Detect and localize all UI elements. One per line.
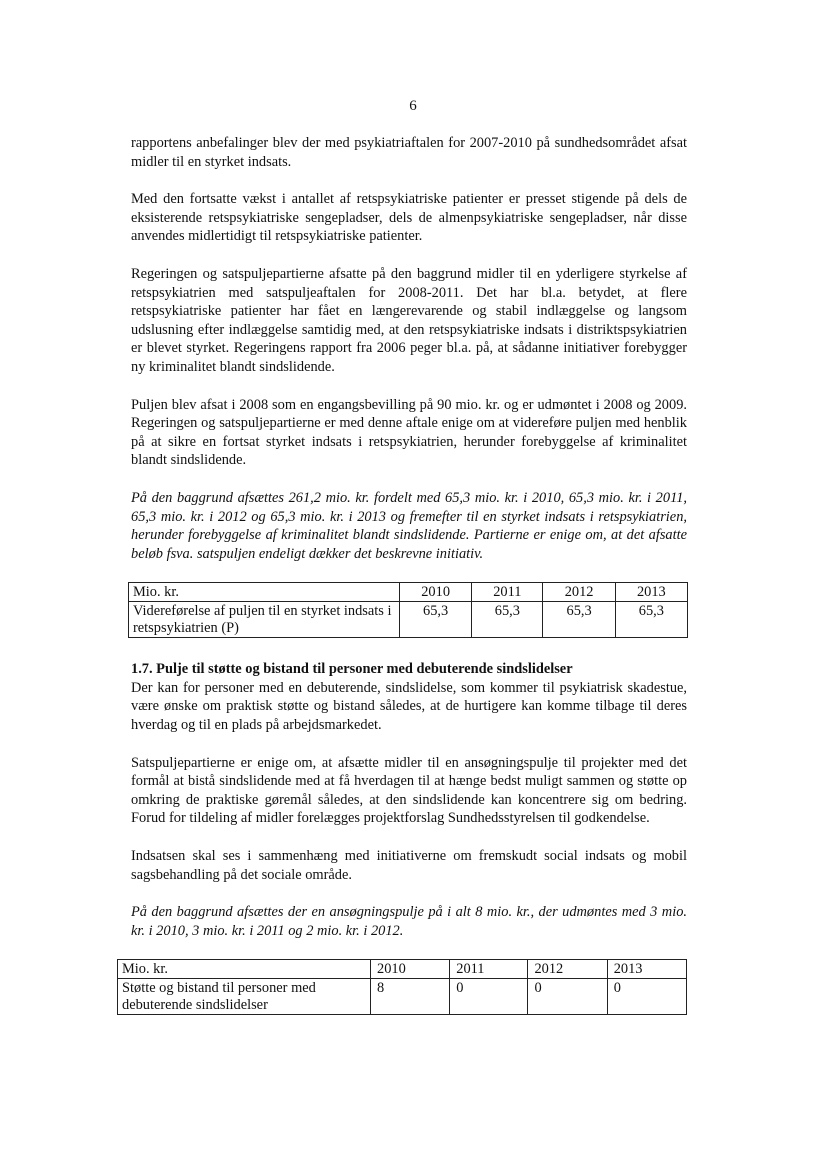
table-header-cell: Mio. kr. xyxy=(129,583,400,602)
paragraph: Indsatsen skal ses i sammenhæng med initiativerne om fremskudt social indsats og mobil sagsbehandling på det sociale område. xyxy=(131,848,687,883)
table-cell: 0 xyxy=(528,979,607,1015)
table-row xyxy=(129,602,688,638)
section-heading: 1.7. Pulje til støtte og bistand til personer med debuterende sindslidelser xyxy=(131,661,573,678)
paragraph: Med den fortsatte vækst i antallet af retspsykiatriske patienter er presset stigende på dels de eksisterende retspsykiatriske sengepladser, dels de almenpsykiatriske sengepladser, når disse anvendes midlertidigt til retspsykiatriske patienter. xyxy=(131,191,687,245)
table-row-label: Støtte og bistand til personer med debuterende sindslidelser xyxy=(118,979,371,1015)
table-cell: 0 xyxy=(450,979,528,1015)
page-number: 6 xyxy=(409,98,417,114)
table-cell: 65,3 xyxy=(472,602,543,638)
section-1-7 xyxy=(122,660,687,1015)
table-header-cell: Mio. kr. xyxy=(118,960,371,979)
table-header-cell: 2013 xyxy=(615,583,687,602)
table-header-row xyxy=(118,960,687,979)
paragraph: Der kan for personer med en debuterende, sindslidelse, som kommer til psykiatrisk skadestue, være ønske om praktisk støtte og bistand således, at de hurtigere kan komme tilbage til deres hverdag og til en plads på arbejdsmarkedet. xyxy=(131,679,687,734)
paragraph: Puljen blev afsat i 2008 som en engangsbevilling på 90 mio. kr. og er udmøntet i 2008 og 2009. Regeringen og satspuljepartierne er med denne aftale enige om at videreføre puljen med henblik på at sikre en fortsat styrket indsats i retspsykiatrien, herunder forebyggelse af kriminalitet blandt sindslidende. xyxy=(131,396,687,469)
table-cell: 65,3 xyxy=(400,602,472,638)
italic-decision-paragraph: På den baggrund afsættes der en ansøgningspulje på i alt 8 mio. kr., der udmøntes med 3 mio. kr. i 2010, 3 mio. kr. i 2011 og 2 mio. kr. i 2012. xyxy=(131,904,687,939)
italic-decision-paragraph: På den baggrund afsættes 261,2 mio. kr. fordelt med 65,3 mio. kr. i 2010, 65,3 mio. kr. i 2011, 65,3 mio. kr. i 2012 og 65,3 mio. kr. i 2013 og fremefter til en styrket indsats i retspsykiatrien, herunder forebyggelse af kriminalitet blandt sindslidende. Partierne er enige om, at det afsatte beløb fsva. satspuljen endeligt dækker det beskrevne initiativ. xyxy=(131,489,687,562)
document-body xyxy=(122,134,687,1015)
budget-table-retspsykiatri xyxy=(128,582,688,638)
table-header-cell: 2013 xyxy=(607,960,686,979)
paragraph: rapportens anbefalinger blev der med psykiatriaftalen for 2007-2010 på sundhedsområdet afsat midler til en styrket indsats. xyxy=(131,135,687,170)
budget-table-stoette-bistand xyxy=(117,959,687,1015)
table-header-cell: 2011 xyxy=(450,960,528,979)
table-header-cell: 2012 xyxy=(528,960,607,979)
table-header-row xyxy=(129,583,688,602)
table-header-cell: 2010 xyxy=(400,583,472,602)
table-cell: 65,3 xyxy=(615,602,687,638)
table-row xyxy=(118,979,687,1015)
table-cell: 8 xyxy=(371,979,450,1015)
paragraph: Regeringen og satspuljepartierne afsatte på den baggrund midler til en yderligere styrkelse af retspsykiatrien med satspuljeaftalen for 2008-2011. Det har bl.a. betydet, at flere retspsykiatriske patienter har fået en længerevarende og stabil indlæggelse og langsom udslusning efter indlæggelse samtidig med, at den retspsykiatriske indsats i distriktspsykiatrien er blevet styrket. Regeringens rapport fra 2006 peger bl.a. på, at sådanne initiativer forebygger ny kriminalitet blandt sindslidende. xyxy=(131,265,687,375)
paragraph: Satspuljepartierne er enige om, at afsætte midler til en ansøgningspulje til projekter med det formål at bistå sindslidende med at få hverdagen til at hænge bedst muligt sammen og støtte op omkring de praktiske gøremål således, at den sindslidende kan koncentrere sig om bedring. Forud for tildeling af midler forelægges projektforslag Sundhedsstyrelsen til godkendelse. xyxy=(131,754,687,827)
table-header-cell: 2012 xyxy=(543,583,615,602)
table-header-cell: 2011 xyxy=(472,583,543,602)
table-cell: 65,3 xyxy=(543,602,615,638)
table-row-label: Videreførelse af puljen til en styrket indsats i retspsykiatrien (P) xyxy=(129,602,400,638)
table-header-cell: 2010 xyxy=(371,960,450,979)
table-cell: 0 xyxy=(607,979,686,1015)
